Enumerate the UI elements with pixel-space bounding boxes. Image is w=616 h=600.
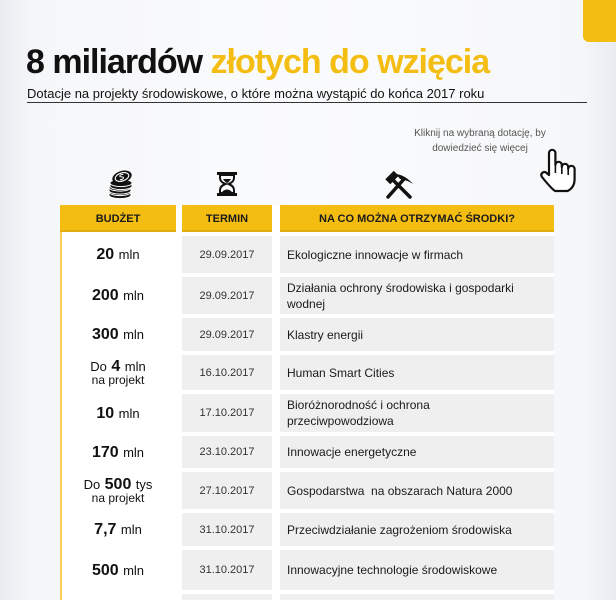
purpose-cell xyxy=(280,436,554,468)
budget-unit: mln xyxy=(123,444,145,460)
hand-pointer-icon xyxy=(536,147,578,193)
budget-amount: 20 xyxy=(96,246,115,263)
budget-cell xyxy=(60,550,176,590)
purpose-text: Ekologiczne innowacje w firmach xyxy=(287,247,464,262)
budget-prefix: Do xyxy=(90,359,107,374)
grant-row[interactable] xyxy=(60,513,554,546)
title-main: 8 miliardów xyxy=(26,43,203,81)
deadline-cell: 27.10.2017 xyxy=(182,472,272,509)
click-hint-line: dowiedzieć się więcej xyxy=(432,143,528,154)
budget-note: na projekt xyxy=(91,373,145,387)
budget-cell xyxy=(60,355,176,390)
budget-cell xyxy=(60,394,176,432)
budget-unit: mln xyxy=(123,562,145,578)
coins-icon xyxy=(106,169,136,199)
budget-prefix: Do xyxy=(83,477,101,492)
budget-amount: 7,7 xyxy=(94,521,117,538)
deadline-cell: 29.09.2017 xyxy=(182,318,272,351)
budget-unit: mln xyxy=(120,522,142,537)
grant-row[interactable] xyxy=(60,436,554,468)
deadline-cell: 29.09.2017 xyxy=(182,236,272,273)
budget-cell xyxy=(60,594,176,600)
budget-unit: mln xyxy=(118,247,140,262)
table-left-border xyxy=(60,232,62,600)
grant-row[interactable] xyxy=(60,355,554,390)
tools-icon xyxy=(383,171,415,199)
purpose-cell xyxy=(280,472,554,509)
grant-row-partial[interactable] xyxy=(60,594,554,600)
budget-cell xyxy=(60,472,176,509)
purpose-cell xyxy=(280,550,554,590)
grant-row[interactable] xyxy=(60,394,554,432)
budget-amount: 500 xyxy=(91,561,119,579)
grant-row[interactable] xyxy=(60,550,554,590)
budget-unit: tys xyxy=(135,477,153,492)
purpose-text: Innowacje energetyczne xyxy=(287,445,417,459)
budget-unit: mln xyxy=(123,288,145,303)
title-accent: złotych do wzięcia xyxy=(210,43,490,81)
grant-row[interactable] xyxy=(60,277,554,314)
purpose-cell xyxy=(280,318,554,351)
budget-cell xyxy=(60,236,176,273)
purpose-text: wodnej xyxy=(287,296,326,311)
budget-cell xyxy=(60,277,176,314)
budget-amount: 170 xyxy=(91,443,119,461)
purpose-cell xyxy=(280,236,554,273)
grant-row[interactable] xyxy=(60,236,554,273)
page-title xyxy=(26,43,489,81)
budget-cell xyxy=(60,318,176,351)
grant-row[interactable] xyxy=(60,472,554,509)
header-budget: BUDŻET xyxy=(60,205,176,232)
purpose-cell xyxy=(280,394,554,432)
budget-amount: 300 xyxy=(91,326,119,343)
budget-amount: 200 xyxy=(91,287,119,304)
header-deadline: TERMIN xyxy=(182,205,272,232)
budget-unit: mln xyxy=(123,327,145,342)
purpose-text: przeciwpowodziowa xyxy=(287,414,394,428)
deadline-cell xyxy=(182,594,272,600)
page-subtitle: Dotacje na projekty środowiskowe, o które można wystąpić do końca 2017 roku xyxy=(27,86,485,101)
header-purpose: NA CO MOŻNA OTRZYMAĆ ŚRODKI? xyxy=(280,205,554,232)
budget-amount: 10 xyxy=(96,404,115,422)
grants-table xyxy=(60,205,554,600)
deadline-cell: 29.09.2017 xyxy=(182,277,272,314)
purpose-cell xyxy=(280,277,554,314)
deadline-cell: 23.10.2017 xyxy=(182,436,272,468)
purpose-text: Gospodarstwa na obszarach Natura 2000 xyxy=(287,483,513,498)
budget-cell xyxy=(60,513,176,546)
title-divider xyxy=(27,102,587,103)
deadline-cell: 31.10.2017 xyxy=(182,513,272,546)
budget-amount: 4 xyxy=(111,358,121,375)
purpose-text: Bioróżnorodność i ochrona xyxy=(287,398,430,412)
deadline-cell: 31.10.2017 xyxy=(182,550,272,590)
table-header xyxy=(60,205,554,232)
click-hint-line: Kliknij na wybraną dotację, by xyxy=(414,128,546,139)
budget-cell xyxy=(60,436,176,468)
budget-amount: 500 xyxy=(104,476,132,493)
budget-unit: mln xyxy=(118,405,140,421)
purpose-cell xyxy=(280,594,554,600)
deadline-cell: 17.10.2017 xyxy=(182,394,272,432)
grant-row[interactable] xyxy=(60,318,554,351)
budget-unit: mln xyxy=(124,359,146,374)
hourglass-icon xyxy=(214,171,240,197)
deadline-cell: 16.10.2017 xyxy=(182,355,272,390)
purpose-text: Human Smart Cities xyxy=(287,365,395,380)
purpose-text: Klastry energii xyxy=(287,327,364,342)
purpose-cell xyxy=(280,513,554,546)
purpose-text: Działania ochrony środowiska i gospodarki xyxy=(287,280,514,295)
budget-note: na projekt xyxy=(91,491,145,505)
purpose-cell xyxy=(280,355,554,390)
corner-tab[interactable] xyxy=(583,0,616,42)
purpose-text: Innowacyjne technologie środowiskowe xyxy=(287,563,498,577)
purpose-text: Przeciwdziałanie zagrożeniom środowiska xyxy=(287,522,512,537)
